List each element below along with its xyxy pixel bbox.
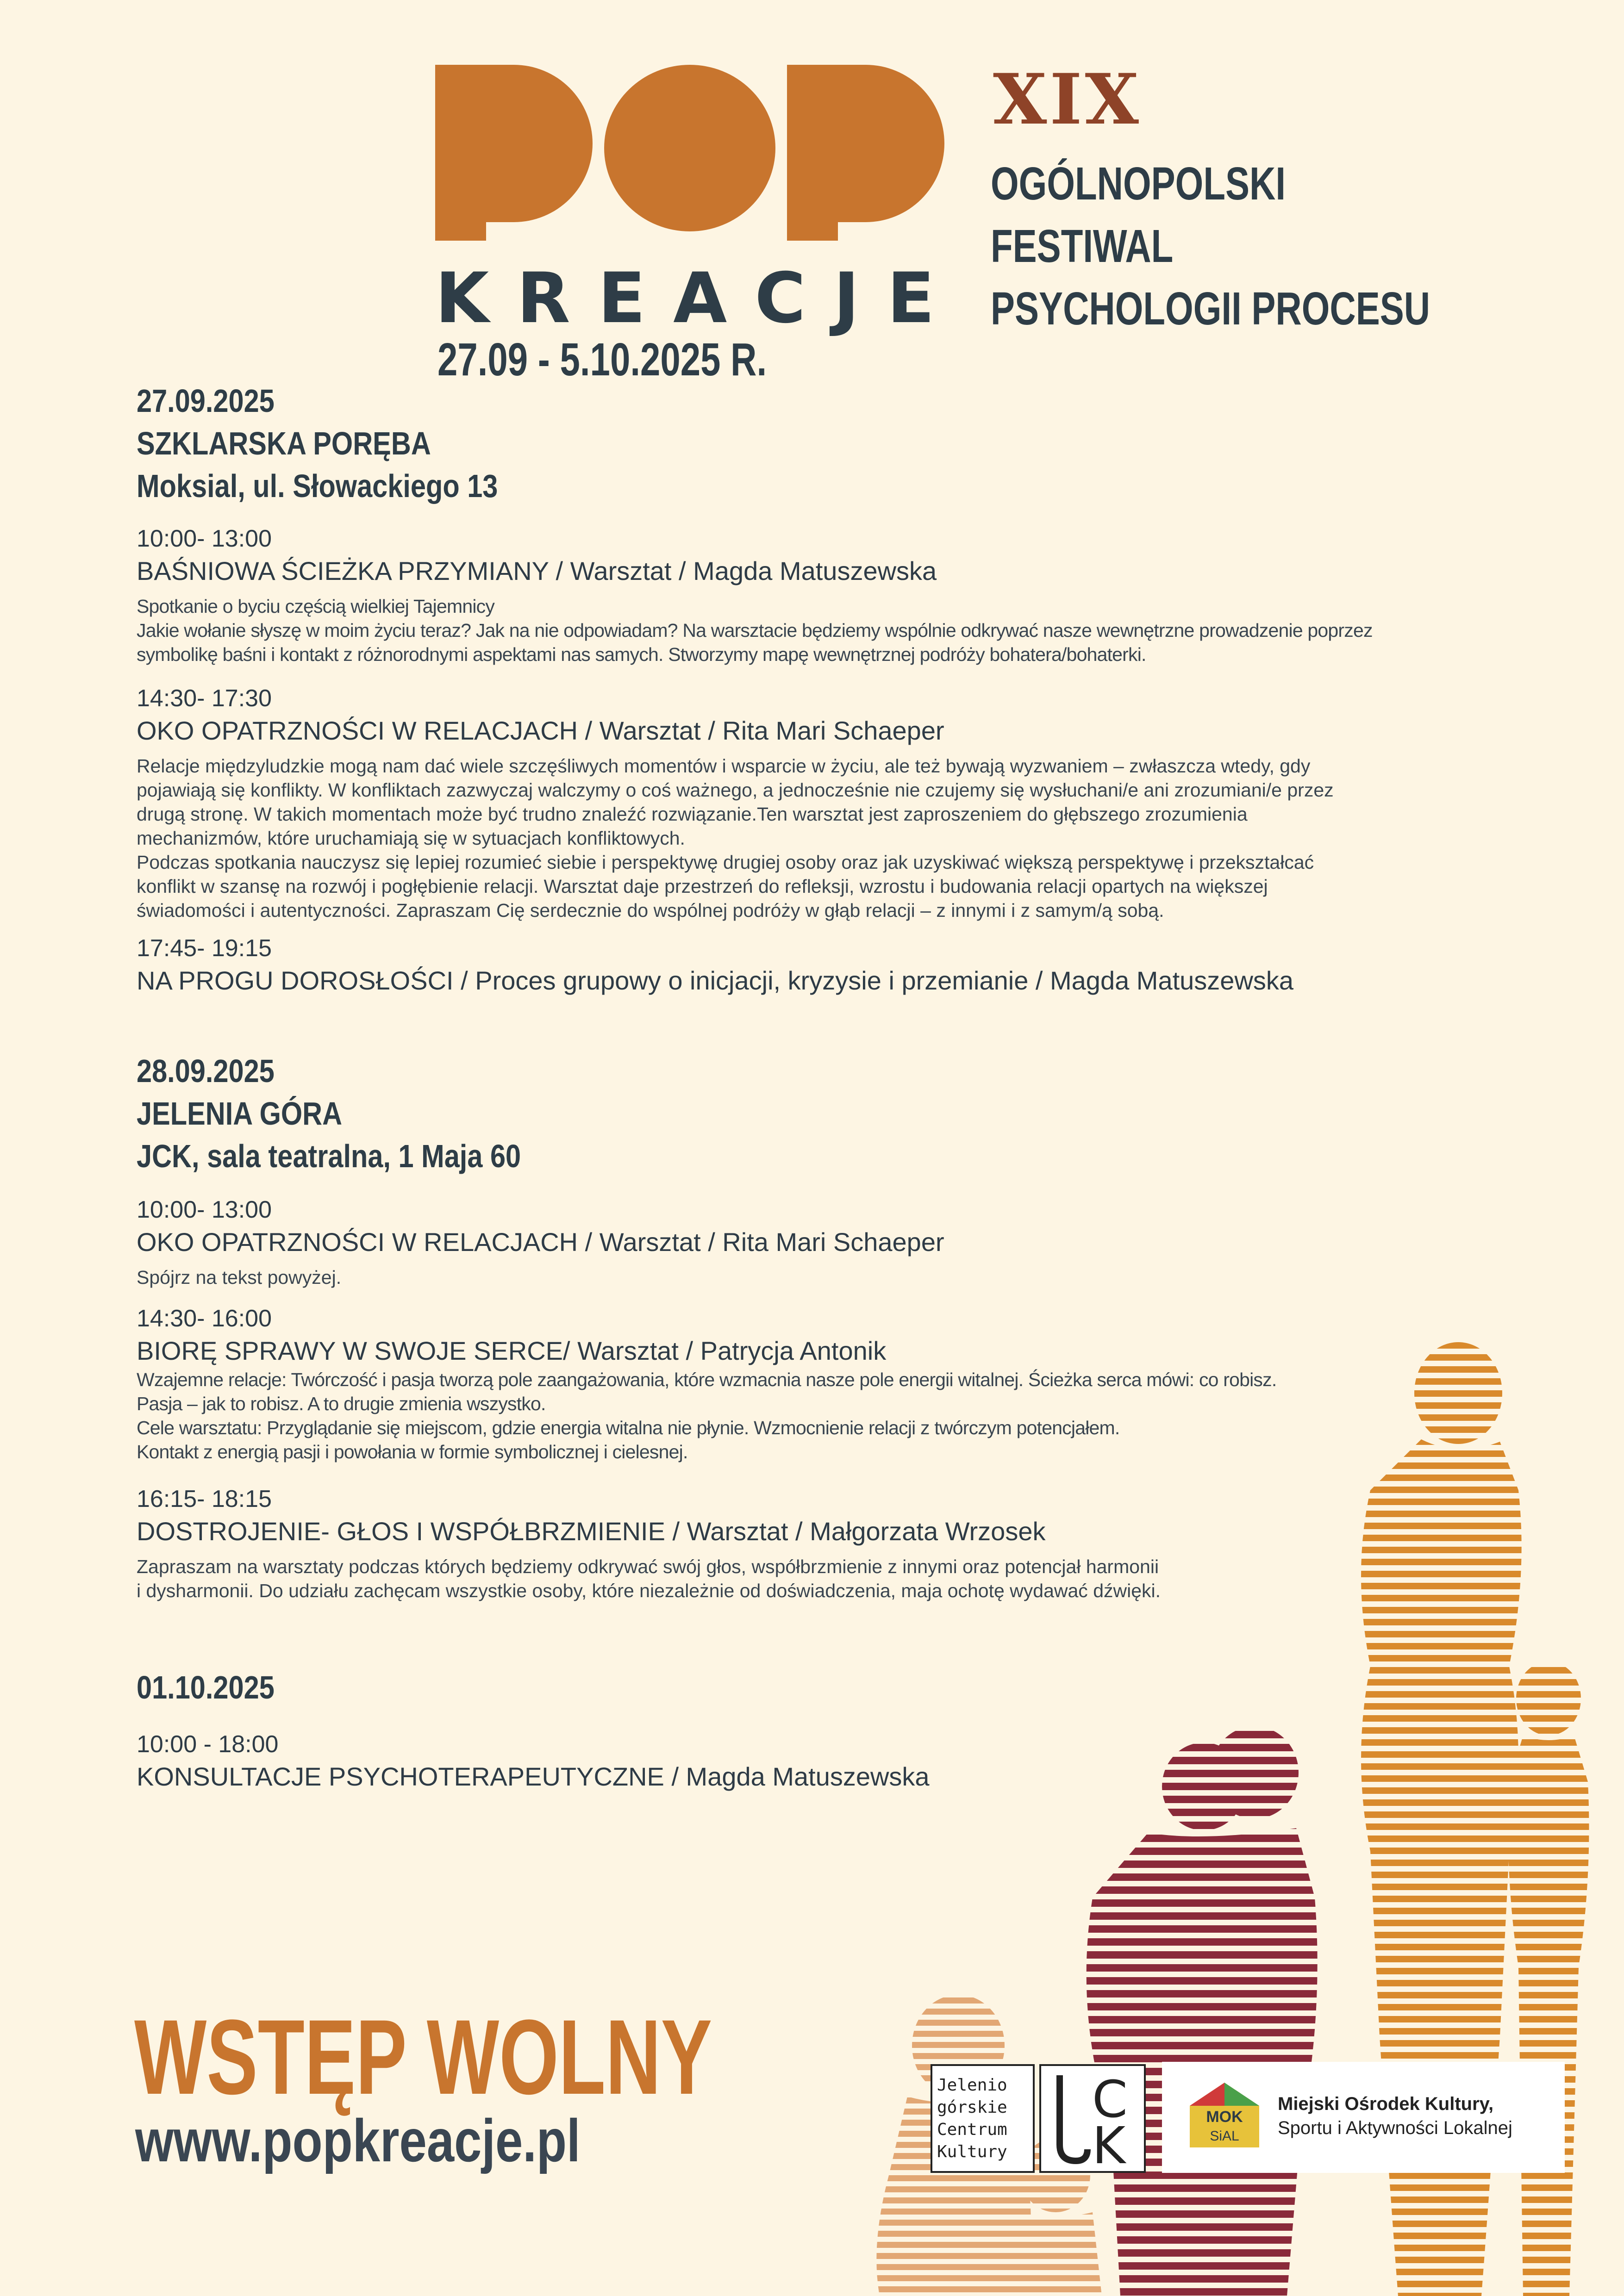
event-description <box>137 594 1502 666</box>
event-time: 10:00- 13:00 <box>137 525 272 552</box>
day2-event-1 <box>137 1194 1502 1289</box>
figure-small-orange <box>1508 1661 1589 2296</box>
svg-text:SiAL: SiAL <box>1210 2128 1239 2144</box>
day2-venue: JCK, sala teatralna, 1 Maja 60 <box>137 1138 521 1174</box>
event-time: 10:00- 13:00 <box>137 1196 272 1223</box>
desc-line: mechanizmów, które uruchamiają się w sytuacjach konfliktowych. <box>137 828 685 849</box>
festival-dates: 27.09 - 5.10.2025 R. <box>437 334 767 386</box>
event-title: OKO OPATRZNOŚCI W RELACJACH / Warsztat / Rita Mari Schaeper <box>137 716 944 745</box>
jck-logo-line: Centrum <box>937 2120 1007 2139</box>
day1-event-1 <box>137 523 1502 666</box>
logo-letter-p2 <box>787 65 944 241</box>
desc-line: Zapraszam na warsztaty podczas których będziemy odkrywać swój głos, współbrzmienie z innymi oraz potencjał harmonii <box>137 1556 1159 1577</box>
desc-line: Podczas spotkania nauczysz się lepiej rozumieć siebie i perspektywę drugiej osoby oraz jak uzyskiwać większą perspektywę i przekształcać <box>137 852 1314 873</box>
desc-line: Spójrz na tekst powyżej. <box>137 1267 342 1288</box>
desc-line: Cele warsztatu: Przyglądanie się miejscom, gdzie energia witalna nie płynie. Wzmocnienie relacji z twórczym potencjałem. <box>137 1417 1120 1438</box>
desc-line: konflikt w szansę na rozwój i pogłębienie relacji. Warsztat daje przestrzeń do refleksji, wzrostu i budowania relacji opartych na większej <box>137 876 1268 897</box>
festival-name-line: PSYCHOLOGII PROCESU <box>991 283 1430 335</box>
event-title: OKO OPATRZNOŚCI W RELACJACH / Warsztat / Rita Mari Schaeper <box>137 1227 944 1257</box>
desc-line: Jakie wołanie słyszę w moim życiu teraz? Jak na nie odpowiadam? Na warsztacie będziemy wspólnie odkrywać nasze wewnętrzne prowadzenie poprzez <box>137 620 1373 641</box>
pop-logo <box>435 65 944 241</box>
festival-name <box>991 153 1430 340</box>
moksial-line-2: Sportu i Aktywności Lokalnej <box>1278 2118 1512 2138</box>
event-description <box>137 754 1502 922</box>
event-title: BAŚNIOWA ŚCIEŻKA PRZYMIANY / Warsztat / Magda Matuszewska <box>137 556 937 585</box>
desc-line: drugą stronę. W takich momentach może być trudno znaleźć rozwiązanie.Ten warsztat jest zaproszeniem do głębszego zrozumienia <box>137 803 1248 825</box>
day2-city: JELENIA GÓRA <box>137 1095 343 1132</box>
svg-text:K: K <box>1092 2116 1126 2171</box>
desc-line: Spotkanie o byciu częścią wielkiej Tajemnicy <box>137 596 495 617</box>
jck-mark-logo <box>1039 2064 1146 2173</box>
event-time: 17:45- 19:15 <box>137 935 272 962</box>
day1-venue: Moksial, ul. Słowackiego 13 <box>137 468 498 504</box>
jck-logo-line: Jelenio <box>937 2076 1007 2095</box>
jck-text-logo <box>931 2064 1035 2173</box>
website-link[interactable]: www.popkreacje.pl <box>135 2107 581 2174</box>
logo-letter-p1 <box>435 65 593 241</box>
svg-text:C: C <box>1092 2070 1128 2129</box>
desc-line: Kontakt z energią pasji i powołania w formie symbolicznej i cielesnej. <box>137 1441 688 1462</box>
figure-red-couple <box>1087 1726 1318 2296</box>
day1-city: SZKLARSKA PORĘBA <box>137 425 431 461</box>
event-title: BIORĘ SPRAWY W SWOJE SERCE/ Warsztat / Patrycja Antonik <box>137 1336 887 1365</box>
kreacje-logo: KREACJE <box>435 258 962 339</box>
day2-header <box>137 1050 521 1177</box>
event-title: DOSTROJENIE- GŁOS I WSPÓŁBRZMIENIE / Warsztat / Małgorzata Wrzosek <box>137 1517 1046 1546</box>
logo-letter-o <box>604 65 775 231</box>
day1-date: 27.09.2025 <box>137 383 275 419</box>
desc-line: pojawiają się konflikty. W konfliktach zazwyczaj walczymy o coś ważnego, a jednocześnie nie czujemy się wysłuchani/e ani zrozumiani/e przez <box>137 779 1334 801</box>
desc-line: i dysharmonii. Do udziału zachęcam wszystkie osoby, które niezależnie od doświadczenia, maja ochotę wydawać dźwięki. <box>137 1580 1161 1601</box>
event-title: NA PROGU DOROSŁOŚCI / Proces grupowy o inicjacji, kryzysie i przemianie / Magda Matuszewska <box>137 966 1294 995</box>
jck-logo-line: górskie <box>937 2098 1007 2117</box>
jck-logo-line: Kultury <box>937 2142 1007 2161</box>
edition-number: XIX <box>993 59 1142 140</box>
desc-line: symbolikę baśni i kontakt z różnorodnymi aspektami nas samych. Stworzymy mapę wewnętrznej podróży bohatera/bohaterki. <box>137 644 1146 665</box>
event-time: 16:15- 18:15 <box>137 1486 272 1512</box>
jck-mark-icon <box>1041 2066 1144 2171</box>
day1-event-3 <box>137 933 1502 997</box>
event-title: KONSULTACJE PSYCHOTERAPEUTYCZNE / Magda Matuszewska <box>137 1762 930 1791</box>
event-description <box>137 1265 1502 1289</box>
free-entry: WSTĘP WOLNY <box>134 1997 712 2116</box>
event-time: 10:00 - 18:00 <box>137 1731 279 1758</box>
day2-date: 28.09.2025 <box>137 1053 275 1089</box>
svg-text:MOK: MOK <box>1206 2108 1243 2126</box>
moksial-logo-text <box>1278 2092 1512 2140</box>
day1-event-2 <box>137 683 1502 922</box>
moksial-line-1: Miejski Ośrodek Kultury, <box>1278 2094 1494 2114</box>
day1-header <box>137 380 498 507</box>
desc-line: Relacje międzyludzkie mogą nam dać wiele szczęśliwych momentów i wsparcie w życiu, ale też bywają wyzwaniem – zwłaszcza wtedy, gdy <box>137 755 1311 777</box>
desc-line: świadomości i autentyczności. Zapraszam Cię serdecznie do wspólnej podróży w głąb relacji – z innymi i z samym/ą sobą. <box>137 900 1164 921</box>
day3-date: 01.10.2025 <box>137 1669 275 1705</box>
moksial-badge-icon <box>1185 2078 1264 2152</box>
day3-header <box>137 1666 275 1709</box>
desc-line: Wzajemne relacje: Twórczość i pasja tworzą pole zaangażowania, które wzmacnia nasze pole energii witalnej. Ścieżka serca mówi: co robisz. <box>137 1369 1277 1390</box>
event-time: 14:30- 17:30 <box>137 685 272 712</box>
festival-name-line: FESTIWAL <box>991 220 1174 272</box>
event-time: 14:30- 16:00 <box>137 1305 272 1332</box>
festival-name-line: OGÓLNOPOLSKI <box>991 158 1286 210</box>
desc-line: Pasja – jak to robisz. A to drugie zmienia wszystko. <box>137 1393 546 1414</box>
